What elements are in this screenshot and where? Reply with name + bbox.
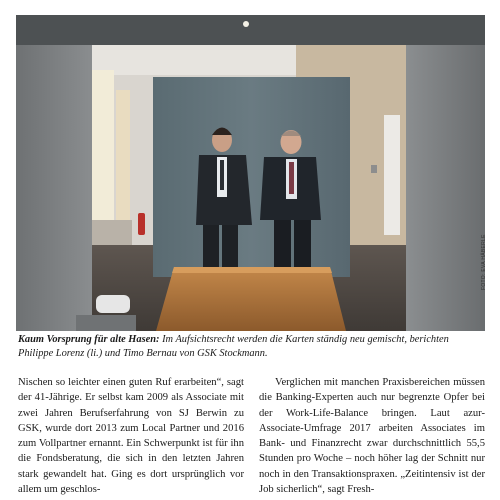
article-column-right — [259, 375, 485, 497]
caption-headline: Kaum Vorsprung für alte Hasen: — [18, 334, 160, 345]
office-scene-illustration — [16, 15, 485, 331]
photo-credit: FOTO: EVA HÄBERLE — [481, 234, 487, 290]
body-paragraph: Verglichen mit manchen Praxisbereichen müssen die Banking-Experten auch nur begrenzte Opfer bei der Work-Life-Balance bringen. Laut azur-Associate-Umfrage 2017 arbeiten Associates im Bank- und Finanzrecht zwar durchschnittlich 55,5 Stunden pro Woche – noch höher lag der Schnitt nur noch in den Transaktionspraxen. „Zeitintensiv ist der Job sicherlich“, sagt Fresh- — [259, 377, 485, 496]
article-photo — [16, 15, 485, 331]
body-paragraph: Nischen so leichter einen guten Ruf erarbeiten“, sagt der 41-Jährige. Er selbst kam 2009 als Associate mit zwei Jahren Berufserfahrung von SJ Berwin zu GSK, wurde dort 2013 zum Local Partner und 2016 zum Vollpartner ernannt. Ein Schwerpunkt ist für ihn die Fondsberatung, die sich in den letzten Jahren stark gewandelt hat. Ging es dort ursprünglich vor allem um geschlos- — [18, 377, 244, 496]
article-column-left — [18, 375, 244, 497]
photo-caption — [18, 333, 484, 361]
caption-text: Im Aufsichtsrecht werden die Karten ständig neu gemischt, berichten Philippe Lorenz (li.) und Timo Bernau von GSK Stockmann. — [18, 334, 449, 359]
